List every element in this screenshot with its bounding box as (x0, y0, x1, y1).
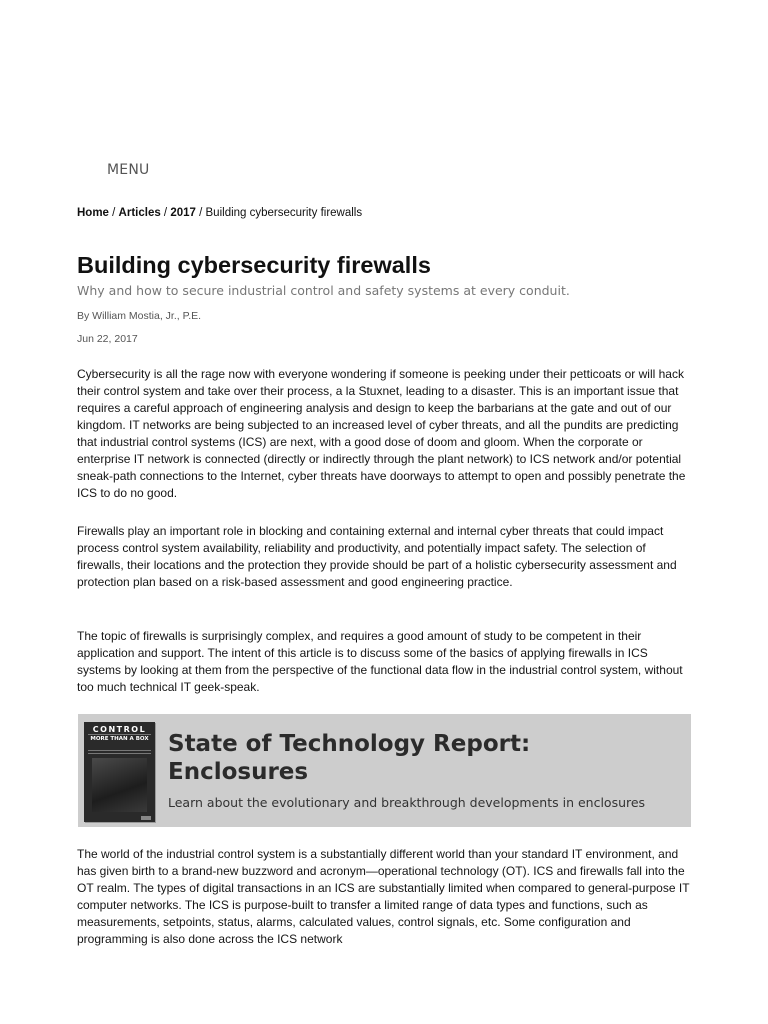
cover-divider (88, 753, 151, 754)
article-date: Jun 22, 2017 (77, 333, 138, 345)
magazine-cover-image (84, 722, 155, 822)
breadcrumb-articles-link[interactable]: Articles (118, 207, 161, 219)
article-byline: By William Mostia, Jr., P.E. (77, 310, 202, 322)
banner-heading-line: Enclosures (168, 759, 309, 785)
article-title: Building cybersecurity firewalls (77, 252, 431, 278)
article-subtitle: Why and how to secure industrial control and safety systems at every conduit. (77, 283, 570, 298)
cover-divider (88, 734, 151, 735)
breadcrumb-separator: / (195, 207, 206, 219)
cover-artwork (92, 758, 147, 812)
banner-heading-line: State of Technology Report: (168, 731, 531, 757)
menu-button[interactable]: MENU (107, 162, 150, 178)
banner-heading (168, 730, 530, 786)
magazine-cover-text: MORE THAN A BOX (90, 736, 149, 742)
article-paragraph: Firewalls play an important role in blocking and containing external and internal cyber threats that could impact process control system availability, reliability and productivity, and potentially impact safety. The selection of firewalls, their locations and the protection they provide should be part of a holistic cybersecurity assessment and protection plan based on a risk-based assessment and good engineering practice. (77, 524, 677, 589)
cover-divider (88, 750, 151, 751)
breadcrumb-current: Building cybersecurity firewalls (205, 207, 363, 219)
article-paragraph: Cybersecurity is all the rage now with everyone wondering if someone is peeking under their petticoats or will hack their control system and take over their process, a la Stuxnet, leading to a disaster. This is an important issue that requires a careful approach of engineering analysis and design to keep the barbarians at the gate and out of our kingdom. IT networks are being subjected to an increased level of cyber threats, and all the pundits are predicting that industrial control systems (ICS) are next, with a good dose of doom and gloom. When the corporate or enterprise IT network is connected (directly or indirectly through the plant network) to ICS network and/or potential sneak-path connections to the Internet, cyber threats have doorways to attempt to open and possibly penetrate the ICS to do no good. (77, 367, 686, 500)
magazine-logo: CONTROL (92, 725, 147, 734)
banner-subtext: Learn about the evolutionary and breakthrough developments in enclosures (168, 795, 646, 810)
breadcrumb-separator: / (160, 207, 171, 219)
article-paragraph: The world of the industrial control system is a substantially different world than your standard IT environment, and has given birth to a brand-new buzzword and acronym—operational technology (OT). ICS and firewalls fall into the OT realm. The types of digital transactions in an ICS are substantially limited when compared to general-purpose IT computer networks. The ICS is purpose-built to transfer a limited range of data types and functions, such as measurements, setpoints, status, alarms, calculated values, control signals, etc. Some configuration and programming is also done across the ICS network (77, 847, 690, 946)
report-promo-banner[interactable] (78, 714, 691, 827)
article-paragraph: The topic of firewalls is surprisingly complex, and requires a good amount of study to be competent in their application and support. The intent of this article is to discuss some of the basics of applying firewalls in ICS systems by looking at them from the perspective of the functional data flow in the industrial control system, without too much technical IT geek-speak. (77, 629, 683, 694)
breadcrumb (77, 207, 362, 219)
cover-footer-mark (141, 816, 151, 820)
breadcrumb-home-link[interactable]: Home (77, 207, 109, 219)
breadcrumb-year-link[interactable]: 2017 (170, 207, 196, 219)
breadcrumb-separator: / (108, 207, 119, 219)
